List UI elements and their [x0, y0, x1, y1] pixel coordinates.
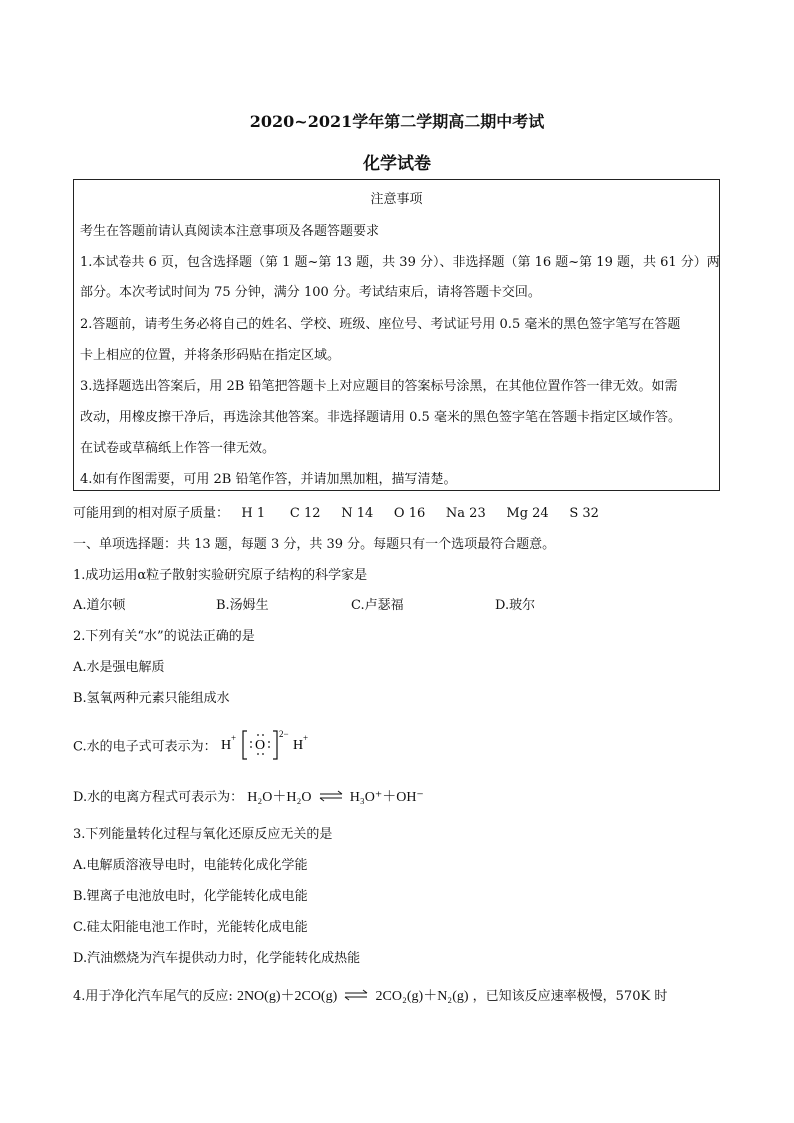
notice-line: 在试卷或草稿纸上作答一律无效。	[80, 441, 276, 456]
question-3-option-b: B.锂离子电池放电时，化学能转化成电能	[73, 889, 308, 904]
option-c: C.卢瑟福	[351, 598, 404, 613]
svg-text:H: H	[220, 738, 231, 753]
notice-line: 考生在答题前请认真阅读本注意事项及各题答题要求	[80, 224, 380, 239]
question-3-option-c: C.硅太阳能电池工作时，光能转化成电能	[73, 920, 308, 935]
ionization-left: H₂O＋H₂O	[247, 790, 312, 805]
atomic-masses: 可能用到的相对原子质量： H 1 C 12 N 14 O 16 Na 23 Mg 24 S 32	[73, 506, 599, 521]
equilibrium-arrow-icon	[316, 789, 346, 803]
question-2-option-d	[73, 786, 424, 806]
question-1-options	[73, 594, 633, 612]
water-lewis-structure	[221, 727, 317, 763]
option-b: B.汤姆生	[216, 598, 269, 613]
option-d: D.玻尔	[495, 598, 536, 613]
question-1-stem: 1.成功运用α粒子散射实验研究原子结构的科学家是	[73, 568, 368, 583]
question-3-option-d: D.汽油燃烧为汽车提供动力时，化学能转化成热能	[73, 951, 361, 966]
equilibrium-arrow-icon	[341, 988, 371, 1002]
question-4-stem	[73, 985, 667, 1005]
svg-text:2−: 2−	[278, 729, 289, 739]
svg-text:+: +	[230, 733, 236, 743]
question-4-suffix: ，已知该反应速率极慢，570K 时	[472, 989, 668, 1004]
ionization-right: H₃O⁺＋OH⁻	[349, 790, 424, 805]
question-2-option-c	[73, 727, 317, 763]
exam-subtitle: 化学试卷	[363, 154, 431, 174]
notice-heading: 注意事项	[370, 192, 423, 207]
notice-line: 改动，用橡皮擦干净后，再选涂其他答案。非选择题请用 0.5 毫米的黑色签字笔在答题卡指定区域作答。	[80, 410, 681, 425]
exam-title: 2020~2021学年第二学期高二期中考试	[249, 112, 545, 131]
question-3-option-a: A.电解质溶液导电时，电能转化成化学能	[73, 858, 308, 873]
svg-text:+: +	[302, 733, 308, 743]
question-3-stem: 3.下列能量转化过程与氧化还原反应无关的是	[73, 827, 333, 842]
notice-line: 3.选择题选出答案后，用 2B 铅笔把答题卡上对应题目的答案标号涂黑，在其他位置作答一律无效。如需	[80, 379, 678, 394]
question-4-prefix: 4.用于净化汽车尾气的反应:	[73, 989, 233, 1004]
notice-line: 卡上相应的位置，并将条形码贴在指定区域。	[80, 348, 341, 363]
question-2-option-b: B.氢氧两种元素只能组成水	[73, 691, 230, 706]
option-d-text: D.水的电离方程式可表示为：	[73, 790, 244, 805]
question-2-option-a: A.水是强电解质	[73, 660, 165, 675]
reaction-right: 2CO₂(g)＋N₂(g)	[375, 989, 469, 1004]
svg-text:H: H	[292, 738, 303, 753]
notice-box	[73, 179, 720, 491]
svg-text:O: O	[254, 738, 265, 753]
option-c-text: C.水的电子式可表示为：	[73, 739, 217, 755]
notice-line: 部分。本次考试时间为 75 分钟，满分 100 分。考试结束后，请将答题卡交回。	[80, 285, 541, 300]
notice-line: 2.答题前，请考生务必将自己的姓名、学校、班级、座位号、考试证号用 0.5 毫米的黑色签字笔写在答题	[80, 317, 681, 332]
option-a: A.道尔顿	[73, 598, 126, 613]
question-2-stem: 2.下列有关“水”的说法正确的是	[73, 629, 255, 644]
notice-line: 4.如有作图需要，可用 2B 铅笔作答，并请加黑加粗，描写清楚。	[80, 472, 457, 487]
section-heading: 一、单项选择题：共 13 题，每题 3 分，共 39 分。每题只有一个选项最符合题意。	[73, 537, 556, 552]
notice-line: 1.本试卷共 6 页，包含选择题（第 1 题~第 13 题，共 39 分）、非选择题（第 16 题~第 19 题，共 61 分）两	[80, 255, 720, 270]
reaction-left: 2NO(g)＋2CO(g)	[236, 989, 338, 1004]
